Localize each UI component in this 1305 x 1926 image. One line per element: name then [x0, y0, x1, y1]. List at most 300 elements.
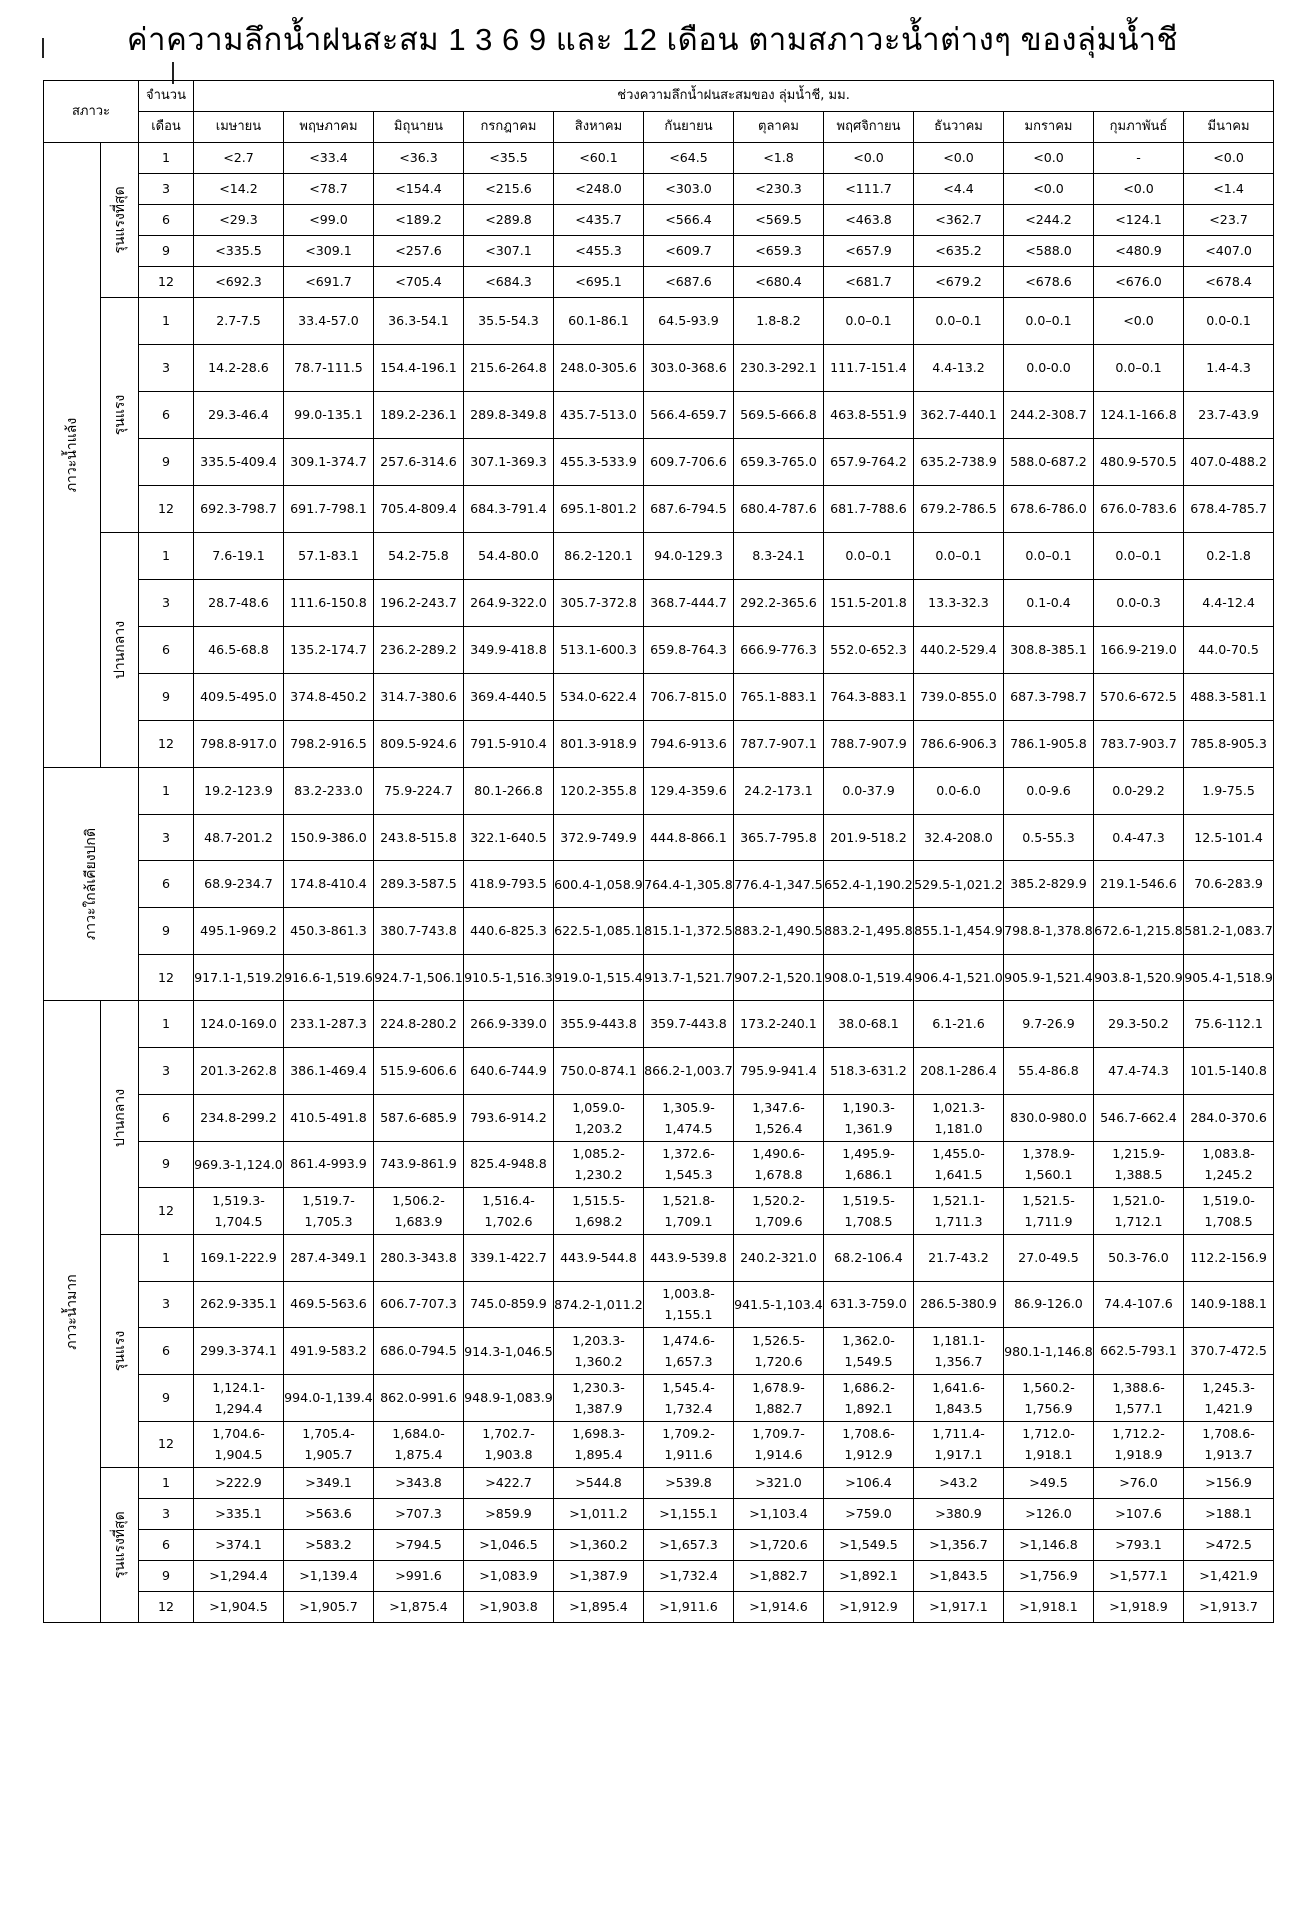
value-cell: <657.9	[824, 236, 914, 267]
value-cell: 219.1-546.6	[1094, 861, 1184, 908]
value-cell: 196.2-243.7	[374, 580, 464, 627]
value-cell: <29.3	[194, 205, 284, 236]
value-cell: <684.3	[464, 267, 554, 298]
table-row	[44, 1328, 1274, 1375]
table-row	[44, 486, 1274, 533]
value-cell: >1,875.4	[374, 1592, 464, 1623]
value-cell: 287.4-349.1	[284, 1234, 374, 1281]
value-cell: 111.6-150.8	[284, 580, 374, 627]
value-cell: >374.1	[194, 1530, 284, 1561]
value-cell: 455.3-533.9	[554, 439, 644, 486]
value-cell: >380.9	[914, 1499, 1004, 1530]
value-cell: 1,474.6-1,657.3	[644, 1328, 734, 1375]
value-cell: >156.9	[1184, 1468, 1274, 1499]
value-cell: 308.8-385.1	[1004, 627, 1094, 674]
value-cell: <681.7	[824, 267, 914, 298]
duration-cell: 9	[139, 236, 194, 267]
value-cell: 1,711.4-1,917.1	[914, 1421, 1004, 1468]
value-cell: <676.0	[1094, 267, 1184, 298]
table-row	[44, 674, 1274, 721]
value-cell: >1,756.9	[1004, 1561, 1094, 1592]
value-cell: <35.5	[464, 143, 554, 174]
value-cell: 54.2-75.8	[374, 533, 464, 580]
value-cell: 795.9-941.4	[734, 1048, 824, 1095]
value-cell: 224.8-280.2	[374, 1001, 464, 1048]
value-cell: 4.4-13.2	[914, 345, 1004, 392]
value-cell: 1,704.6-1,904.5	[194, 1421, 284, 1468]
value-cell: <60.1	[554, 143, 644, 174]
value-cell: <230.3	[734, 174, 824, 205]
value-cell: 1,560.2-1,756.9	[1004, 1374, 1094, 1421]
value-cell: 1,495.9-1,686.1	[824, 1141, 914, 1188]
value-cell: 284.0-370.6	[1184, 1094, 1274, 1141]
value-cell: 1,190.3-1,361.9	[824, 1094, 914, 1141]
value-cell: 635.2-738.9	[914, 439, 1004, 486]
value-cell: 1,708.6-1,913.7	[1184, 1421, 1274, 1468]
value-cell: 233.1-287.3	[284, 1001, 374, 1048]
value-cell: <362.7	[914, 205, 1004, 236]
value-cell: <407.0	[1184, 236, 1274, 267]
value-cell: 662.5-793.1	[1094, 1328, 1184, 1375]
value-cell: <480.9	[1094, 236, 1184, 267]
value-cell: 691.7-798.1	[284, 486, 374, 533]
table-row	[44, 954, 1274, 1001]
value-cell: 299.3-374.1	[194, 1328, 284, 1375]
value-cell: 70.6-283.9	[1184, 861, 1274, 908]
value-cell: >1,732.4	[644, 1561, 734, 1592]
duration-cell: 12	[139, 1592, 194, 1623]
value-cell: 234.8-299.2	[194, 1094, 284, 1141]
value-cell: >1,421.9	[1184, 1561, 1274, 1592]
value-cell: 969.3-1,124.0	[194, 1141, 284, 1188]
value-cell: 687.3-798.7	[1004, 674, 1094, 721]
value-cell: 0.0–0.1	[1094, 345, 1184, 392]
value-cell: 1,215.9-1,388.5	[1094, 1141, 1184, 1188]
duration-cell: 9	[139, 674, 194, 721]
value-cell: 1,516.4-1,702.6	[464, 1188, 554, 1235]
value-cell: 622.5-1,085.1	[554, 908, 644, 955]
value-cell: 750.0-874.1	[554, 1048, 644, 1095]
value-cell: 994.0-1,139.4	[284, 1374, 374, 1421]
value-cell: 905.4-1,518.9	[1184, 954, 1274, 1001]
value-cell: <307.1	[464, 236, 554, 267]
condition-label	[44, 143, 101, 768]
value-cell: -	[1094, 143, 1184, 174]
value-cell: 4.4-12.4	[1184, 580, 1274, 627]
value-cell: 124.0-169.0	[194, 1001, 284, 1048]
value-cell: 1,203.3-1,360.2	[554, 1328, 644, 1375]
value-cell: >106.4	[824, 1468, 914, 1499]
value-cell: 776.4-1,347.5	[734, 861, 824, 908]
value-cell: 798.8-1,378.8	[1004, 908, 1094, 955]
value-cell: 0.0-29.2	[1094, 768, 1184, 815]
value-cell: 29.3-46.4	[194, 392, 284, 439]
value-cell: 280.3-343.8	[374, 1234, 464, 1281]
value-cell: 786.6-906.3	[914, 721, 1004, 768]
value-cell: <1.4	[1184, 174, 1274, 205]
value-cell: 1,521.5-1,711.9	[1004, 1188, 1094, 1235]
value-cell: 1,520.2-1,709.6	[734, 1188, 824, 1235]
value-cell: 743.9-861.9	[374, 1141, 464, 1188]
value-cell: 248.0-305.6	[554, 345, 644, 392]
duration-cell: 3	[139, 580, 194, 627]
value-cell: <2.7	[194, 143, 284, 174]
value-cell: 914.3-1,046.5	[464, 1328, 554, 1375]
value-cell: 905.9-1,521.4	[1004, 954, 1094, 1001]
value-cell: >544.8	[554, 1468, 644, 1499]
value-cell: 0.0–0.1	[1004, 533, 1094, 580]
table-row	[44, 1001, 1274, 1048]
value-cell: 80.1-266.8	[464, 768, 554, 815]
value-cell: >1,918.9	[1094, 1592, 1184, 1623]
value-cell: 0.0–0.1	[824, 298, 914, 345]
value-cell: <0.0	[824, 143, 914, 174]
value-cell: 941.5-1,103.4	[734, 1281, 824, 1328]
condition-label	[44, 768, 139, 1001]
value-cell: <99.0	[284, 205, 374, 236]
value-cell: <257.6	[374, 236, 464, 267]
duration-cell: 6	[139, 1094, 194, 1141]
value-cell: 322.1-640.5	[464, 814, 554, 861]
value-cell: 1,641.6-1,843.5	[914, 1374, 1004, 1421]
value-cell: 1,083.8-1,245.2	[1184, 1141, 1274, 1188]
level-label	[101, 298, 139, 533]
value-cell: 695.1-801.2	[554, 486, 644, 533]
value-cell: 1,003.8-1,155.1	[644, 1281, 734, 1328]
value-cell: 587.6-685.9	[374, 1094, 464, 1141]
value-cell: 687.6-794.5	[644, 486, 734, 533]
value-cell: 0.0-0.1	[1184, 298, 1274, 345]
value-cell: >188.1	[1184, 1499, 1274, 1530]
value-cell: >349.1	[284, 1468, 374, 1499]
value-cell: 355.9-443.8	[554, 1001, 644, 1048]
value-cell: 657.9-764.2	[824, 439, 914, 486]
value-cell: >1,011.2	[554, 1499, 644, 1530]
value-cell: 1,684.0-1,875.4	[374, 1421, 464, 1468]
value-cell: 44.0-70.5	[1184, 627, 1274, 674]
value-cell: 1,686.2-1,892.1	[824, 1374, 914, 1421]
value-cell: >1,917.1	[914, 1592, 1004, 1623]
value-cell: 815.1-1,372.5	[644, 908, 734, 955]
value-cell: <679.2	[914, 267, 1004, 298]
table-row	[44, 1561, 1274, 1592]
value-cell: >422.7	[464, 1468, 554, 1499]
value-cell: 566.4-659.7	[644, 392, 734, 439]
value-cell: 765.1-883.1	[734, 674, 824, 721]
value-cell: 230.3-292.1	[734, 345, 824, 392]
value-cell: >43.2	[914, 1468, 1004, 1499]
value-cell: 75.6-112.1	[1184, 1001, 1274, 1048]
value-cell: >859.9	[464, 1499, 554, 1530]
value-cell: >794.5	[374, 1530, 464, 1561]
header-month: พฤศจิกายน	[824, 112, 914, 143]
value-cell: 19.2-123.9	[194, 768, 284, 815]
level-label-text: รุนแรงที่สุด	[111, 1511, 128, 1579]
value-cell: 112.2-156.9	[1184, 1234, 1274, 1281]
value-cell: 0.0-0.0	[1004, 345, 1094, 392]
value-cell: 83.2-233.0	[284, 768, 374, 815]
duration-cell: 9	[139, 1561, 194, 1592]
header-month: ตุลาคม	[734, 112, 824, 143]
value-cell: 1,545.4-1,732.4	[644, 1374, 734, 1421]
value-cell: 305.7-372.8	[554, 580, 644, 627]
value-cell: 908.0-1,519.4	[824, 954, 914, 1001]
duration-cell: 12	[139, 1188, 194, 1235]
table-row	[44, 236, 1274, 267]
table-row	[44, 908, 1274, 955]
header-month: กุมภาพันธ์	[1094, 112, 1184, 143]
duration-cell: 6	[139, 205, 194, 236]
value-cell: 798.8-917.0	[194, 721, 284, 768]
value-cell: 154.4-196.1	[374, 345, 464, 392]
duration-cell: 1	[139, 768, 194, 815]
duration-cell: 1	[139, 143, 194, 174]
table-row	[44, 205, 1274, 236]
value-cell: 307.1-369.3	[464, 439, 554, 486]
value-cell: 386.1-469.4	[284, 1048, 374, 1095]
value-cell: 46.5-68.8	[194, 627, 284, 674]
value-cell: 1.9-75.5	[1184, 768, 1274, 815]
value-cell: <635.2	[914, 236, 1004, 267]
duration-cell: 12	[139, 486, 194, 533]
value-cell: 783.7-903.7	[1094, 721, 1184, 768]
value-cell: 0.0–0.1	[914, 298, 1004, 345]
value-cell: 54.4-80.0	[464, 533, 554, 580]
value-cell: <309.1	[284, 236, 374, 267]
table-row	[44, 1530, 1274, 1561]
value-cell: 1,712.2-1,918.9	[1094, 1421, 1184, 1468]
value-cell: >1,657.3	[644, 1530, 734, 1561]
value-cell: 798.2-916.5	[284, 721, 374, 768]
value-cell: 764.3-883.1	[824, 674, 914, 721]
value-cell: 684.3-791.4	[464, 486, 554, 533]
table-row	[44, 1468, 1274, 1499]
value-cell: 292.2-365.6	[734, 580, 824, 627]
value-cell: 570.6-672.5	[1094, 674, 1184, 721]
value-cell: 681.7-788.6	[824, 486, 914, 533]
value-cell: 1,515.5-1,698.2	[554, 1188, 644, 1235]
value-cell: 129.4-359.6	[644, 768, 734, 815]
value-cell: >1,103.4	[734, 1499, 824, 1530]
table-row	[44, 768, 1274, 815]
value-cell: <189.2	[374, 205, 464, 236]
value-cell: 64.5-93.9	[644, 298, 734, 345]
level-label-text: รุนแรงที่สุด	[111, 186, 128, 254]
value-cell: 166.9-219.0	[1094, 627, 1184, 674]
value-cell: 480.9-570.5	[1094, 439, 1184, 486]
value-cell: 266.9-339.0	[464, 1001, 554, 1048]
value-cell: <0.0	[1184, 143, 1274, 174]
condition-label	[44, 1001, 101, 1623]
value-cell: 1,698.3-1,895.4	[554, 1421, 644, 1468]
header-duration-bottom: เดือน	[139, 112, 194, 143]
duration-cell: 9	[139, 908, 194, 955]
value-cell: 1,490.6-1,678.8	[734, 1141, 824, 1188]
header-month: กันยายน	[644, 112, 734, 143]
value-cell: >1,549.5	[824, 1530, 914, 1561]
value-cell: <678.4	[1184, 267, 1274, 298]
value-cell: 883.2-1,490.5	[734, 908, 824, 955]
value-cell: 948.9-1,083.9	[464, 1374, 554, 1421]
value-cell: 443.9-544.8	[554, 1234, 644, 1281]
value-cell: 793.6-914.2	[464, 1094, 554, 1141]
table-row	[44, 267, 1274, 298]
duration-cell: 12	[139, 954, 194, 1001]
value-cell: 444.8-866.1	[644, 814, 734, 861]
value-cell: 1,519.0-1,708.5	[1184, 1188, 1274, 1235]
condition-label-text: ภาวะน้ำแล้ง	[64, 417, 80, 493]
value-cell: 240.2-321.0	[734, 1234, 824, 1281]
value-cell: <463.8	[824, 205, 914, 236]
value-cell: 600.4-1,058.9	[554, 861, 644, 908]
value-cell: <678.6	[1004, 267, 1094, 298]
value-cell: 407.0-488.2	[1184, 439, 1274, 486]
header-month: มกราคม	[1004, 112, 1094, 143]
duration-cell: 9	[139, 1374, 194, 1421]
value-cell: <692.3	[194, 267, 284, 298]
value-cell: <0.0	[1004, 174, 1094, 205]
value-cell: >1,360.2	[554, 1530, 644, 1561]
value-cell: <569.5	[734, 205, 824, 236]
value-cell: 57.1-83.1	[284, 533, 374, 580]
value-cell: >991.6	[374, 1561, 464, 1592]
duration-cell: 3	[139, 1499, 194, 1530]
value-cell: 745.0-859.9	[464, 1281, 554, 1328]
duration-cell: 6	[139, 1328, 194, 1375]
duration-cell: 1	[139, 1234, 194, 1281]
value-cell: >1,913.7	[1184, 1592, 1274, 1623]
header-month: กรกฎาคม	[464, 112, 554, 143]
value-cell: <111.7	[824, 174, 914, 205]
value-cell: 124.1-166.8	[1094, 392, 1184, 439]
duration-cell: 3	[139, 814, 194, 861]
value-cell: <687.6	[644, 267, 734, 298]
value-cell: >539.8	[644, 1468, 734, 1499]
value-cell: 678.6-786.0	[1004, 486, 1094, 533]
value-cell: <1.8	[734, 143, 824, 174]
value-cell: 0.0-0.3	[1094, 580, 1184, 627]
value-cell: >759.0	[824, 1499, 914, 1530]
value-cell: 830.0-980.0	[1004, 1094, 1094, 1141]
value-cell: <0.0	[1004, 143, 1094, 174]
value-cell: 0.5-55.3	[1004, 814, 1094, 861]
value-cell: >1,918.1	[1004, 1592, 1094, 1623]
value-cell: 0.0–0.1	[1094, 533, 1184, 580]
value-cell: 365.7-795.8	[734, 814, 824, 861]
value-cell: 913.7-1,521.7	[644, 954, 734, 1001]
value-cell: <705.4	[374, 267, 464, 298]
value-cell: 189.2-236.1	[374, 392, 464, 439]
value-cell: 1,347.6-1,526.4	[734, 1094, 824, 1141]
value-cell: <289.8	[464, 205, 554, 236]
value-cell: 99.0-135.1	[284, 392, 374, 439]
value-cell: >126.0	[1004, 1499, 1094, 1530]
header-range-label: ช่วงความลึกน้ำฝนสะสมของ ลุ่มน้ำชี, มม.	[194, 81, 1274, 112]
value-cell: <303.0	[644, 174, 734, 205]
header-month: ธันวาคม	[914, 112, 1004, 143]
value-cell: 38.0-68.1	[824, 1001, 914, 1048]
value-cell: 135.2-174.7	[284, 627, 374, 674]
duration-cell: 12	[139, 721, 194, 768]
value-cell: 1,305.9-1,474.5	[644, 1094, 734, 1141]
value-cell: 7.6-19.1	[194, 533, 284, 580]
value-cell: >1,294.4	[194, 1561, 284, 1592]
value-cell: 173.2-240.1	[734, 1001, 824, 1048]
header-duration-top: จำนวน	[139, 81, 194, 112]
value-cell: 980.1-1,146.8	[1004, 1328, 1094, 1375]
value-cell: 120.2-355.8	[554, 768, 644, 815]
table-row	[44, 580, 1274, 627]
value-cell: 78.7-111.5	[284, 345, 374, 392]
value-cell: 546.7-662.4	[1094, 1094, 1184, 1141]
value-cell: 409.5-495.0	[194, 674, 284, 721]
value-cell: 606.7-707.3	[374, 1281, 464, 1328]
value-cell: 74.4-107.6	[1094, 1281, 1184, 1328]
value-cell: <36.3	[374, 143, 464, 174]
value-cell: 1,709.2-1,911.6	[644, 1421, 734, 1468]
value-cell: 809.5-924.6	[374, 721, 464, 768]
value-cell: 244.2-308.7	[1004, 392, 1094, 439]
value-cell: 68.9-234.7	[194, 861, 284, 908]
value-cell: 1,230.3-1,387.9	[554, 1374, 644, 1421]
value-cell: >1,892.1	[824, 1561, 914, 1592]
value-cell: 94.0-129.3	[644, 533, 734, 580]
value-cell: >563.6	[284, 1499, 374, 1530]
level-label	[101, 1234, 139, 1467]
value-cell: 33.4-57.0	[284, 298, 374, 345]
value-cell: 12.5-101.4	[1184, 814, 1274, 861]
level-label-text: รุนแรง	[111, 1330, 128, 1372]
table-row	[44, 861, 1274, 908]
value-cell: <4.4	[914, 174, 1004, 205]
header-month: สิงหาคม	[554, 112, 644, 143]
table-row	[44, 1234, 1274, 1281]
value-cell: 1,124.1-1,294.4	[194, 1374, 284, 1421]
value-cell: >1,911.6	[644, 1592, 734, 1623]
value-cell: 236.2-289.2	[374, 627, 464, 674]
value-cell: 0.0–0.1	[914, 533, 1004, 580]
value-cell: >343.8	[374, 1468, 464, 1499]
value-cell: 2.7-7.5	[194, 298, 284, 345]
value-cell: >1,146.8	[1004, 1530, 1094, 1561]
value-cell: 1,519.3-1,704.5	[194, 1188, 284, 1235]
value-cell: 534.0-622.4	[554, 674, 644, 721]
value-cell: 289.3-587.5	[374, 861, 464, 908]
value-cell: 443.9-539.8	[644, 1234, 734, 1281]
value-cell: 518.3-631.2	[824, 1048, 914, 1095]
table-row	[44, 1141, 1274, 1188]
value-cell: >49.5	[1004, 1468, 1094, 1499]
duration-cell: 1	[139, 533, 194, 580]
value-cell: 385.2-829.9	[1004, 861, 1094, 908]
level-label	[101, 1468, 139, 1623]
value-cell: >335.1	[194, 1499, 284, 1530]
value-cell: 6.1-21.6	[914, 1001, 1004, 1048]
table-row	[44, 1188, 1274, 1235]
value-cell: 1,378.9-1,560.1	[1004, 1141, 1094, 1188]
value-cell: 21.7-43.2	[914, 1234, 1004, 1281]
margin-rule-left	[42, 38, 44, 58]
value-cell: 0.0–0.1	[1004, 298, 1094, 345]
value-cell: 706.7-815.0	[644, 674, 734, 721]
table-row	[44, 439, 1274, 486]
value-cell: 215.6-264.8	[464, 345, 554, 392]
value-cell: 29.3-50.2	[1094, 1001, 1184, 1048]
value-cell: 309.1-374.7	[284, 439, 374, 486]
value-cell: 903.8-1,520.9	[1094, 954, 1184, 1001]
value-cell: >1,139.4	[284, 1561, 374, 1592]
table-row	[44, 1499, 1274, 1530]
